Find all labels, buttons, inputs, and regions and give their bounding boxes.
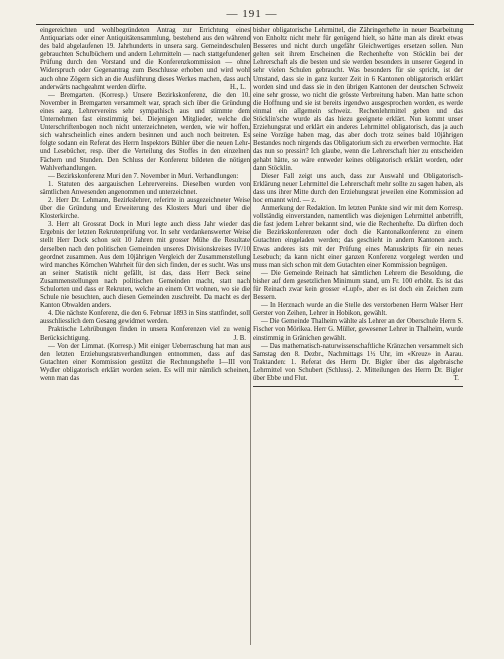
left-column xyxy=(40,27,250,649)
paragraph-text: — In Herznach wurde an die Stelle des verstorbenen Herrn Walser Herr Gerster von Zeihen, Lehrer in Hobikon, gewählt. xyxy=(253,302,463,318)
article-paragraph xyxy=(40,310,250,326)
page-number: — 191 — xyxy=(226,8,278,20)
article-paragraph xyxy=(40,27,250,92)
closing-rule xyxy=(253,386,463,387)
paragraph-text: — Das mathematisch-naturwissenschaftliche Kränzchen versammelt sich Samstag den 8. Dezbr., Nachmittags 1½ Uhr, im «Kreuz» in Aarau. Traktanden: 1. Referat des Herrn Dr. Bigler über das algebraische Lehrmittel von Schubert (Schluss). 2. Mitteilungen des Herrn Dr. Bigler über Ebbe und Flut. xyxy=(253,342,463,383)
article-paragraph xyxy=(40,92,250,173)
article-paragraph xyxy=(253,302,463,318)
article-paragraph xyxy=(40,221,250,310)
paragraph-text: — Von der Limmat. (Korresp.) Mit einiger Ueberraschung hat man aus den letzten Erziehungsratsverhandlungen entnommen, dass auf das Gutachten einer Kommission gestützt die Rechnungshefte I—III von Wydler obligatorisch erklärt worden seien. Es will mir nämlich scheinen, wenn man das xyxy=(40,342,250,383)
paragraph-text: — Die Gemeinde Thalheim wählte als Lehrer an der Oberschule Herrn S. Fischer von Mörikea. Herr G. Müller, gewesener Lehrer in Thalheim, wurde einstimmig in Gränichen gewählt. xyxy=(253,318,463,342)
column-divider xyxy=(250,27,251,645)
paragraph-text: — Die Gemeinde Reinach hat sämtlichen Lehrern die Besoldung, die bisher auf dem gesetzlichen Minimum stand, um Fr. 100 erhöht. Es ist das für Reinach zwar kein grosser «Lupf», aber es ist doch ein Zeichen zum Bessern. xyxy=(253,269,463,302)
paragraph-text: Anmerkung der Redaktion. Im letzten Punkte sind wir mit dem Korresp. vollständig einverstanden, namentlich was diejenigen Lehrmittel anbetrifft, die fast jedem Lehrer bekannt sind, wie die Rechenhefte. Da dürften doch die Bezirkskonferenzen oder doch die Kantonalkonferenz zu einem Gutachten eingeladen werden; das geschieht in andern Kantonen auch. Etwas anderes ists mit der Prüfung eines Manuskripts für ein neues Lesebuch; da kann nicht einer ganzen Konferenz vorgelegt werden und muss man sich schon mit dem Gutachten einer Kommission begnügen. xyxy=(253,205,463,269)
article-paragraph xyxy=(40,197,250,221)
paragraph-text: 4. Die nächste Konferenz, die den 6. Februar 1893 in Sins stattfindet, soll ausschliesslich dem Gesang gewidmet werden. xyxy=(40,310,250,326)
article-paragraph xyxy=(40,173,250,181)
paragraph-text: 3. Herr alt Grossrat Dock in Muri legte auch diess Jahr wieder das Ergebnis der letzten Rekrutenprüfung vor. In sehr verdankenswerter Weise stellt Herr Dock schon seit 10 Jahren mit grosser Mühe die Resultate derselben nach den politischen Gemeinden unseres Divisionskreises IV/10 geordnet zusammen. Aus dem 10jährigen Vergleich der Zusammenstellung wird manches Körnchen Wahrheit für den sich finden, der es sucht. Was uns an seiner Statistik nicht gefällt, ist das, dass Herr Beck seine Zusammenstellungen nach politischen Gemeinden macht, statt nach Schulorten und dass er Rekruten, welche an einem Ort wohnen, wo sie die Schule nie besuchten, auch diesen Gemeinden zuschreibt. Da macht es der Kanton Obwalden anders. xyxy=(40,221,250,310)
author-signature: T. xyxy=(453,375,459,383)
article-paragraph xyxy=(253,270,463,302)
article-paragraph xyxy=(253,27,463,173)
right-column xyxy=(253,27,463,649)
author-signature: H., L. xyxy=(230,83,246,91)
paragraph-text: Dieser Fall zeigt uns auch, dass zur Auswahl und Obligatorisch-Erklärung neuer Lehrmittel die Lehrerschaft mehr sollte zu sagen haben, als dass uns ihrer Mitte durch den Erziehungsrat jeweilen eine Kommission ad hoc ernannt wird. — z. xyxy=(253,172,463,204)
paragraph-text: — Bezirkskonferenz Muri den 7. November in Muri. Verhandlungen: xyxy=(48,172,239,180)
author-signature: J. B. xyxy=(233,334,246,342)
article-paragraph xyxy=(40,343,250,383)
paragraph-text: — Bremgarten. (Korresp.) Unsere Bezirkskonferenz, die den 10. November in Bremgarten versammelt war, sprach sich über die Gründung eines aarg. Lehrervereins sehr sympathisch aus und stimmte dem Unternehmen fast einstimmig bei. Diejenigen Mitglieder, welche die Unterschriftenbogen noch nicht unterzeichneten, werden, wie wir hoffen, sich wahrscheinlich eines andern besinnen und auch noch beitreten. Es folgte sodann ein Referat des Herrn Inspektors Bühler über die neuen Lehr- und Lesebücher, resp. über die Verteilung des Stoffes in den einzelnen Fächern und Stunden. Den Schluss der Konferenz bildeten die nötigen Wahlverhandlungen. xyxy=(40,91,250,172)
paragraph-text: Praktische Lehrübungen finden in unsera Konferenzen viel zu wenig Berücksichtigung. xyxy=(40,326,250,342)
article-paragraph xyxy=(253,318,463,342)
paragraph-text: 1. Statuten des aargauischen Lehrervereins. Dieselben wurden von sämtlichen Anwesenden angenommen und unterzeichnet. xyxy=(40,180,250,196)
article-paragraph xyxy=(40,181,250,197)
article-paragraph xyxy=(253,343,463,383)
paragraph-text: eingereichten und wohlbegründeten Antrag zur Errichtung eines Antiquariats oder einer Antiquitätensammlung, bestehend aus den während des bald abgelaufenen 19. Jahrhunderts in unsera sarg. Gemeindeschulen gebrauchten Schulbüchern und andern Lehrmitteln — nach stattgefundener Prüfung durch den Vorstand und die Konferenzkommission — ohne Widerspruch oder Gegenantrag zum Beschlusse erhoben und wird wohl auch ohne Zögern sich an die Ausführung dieses Werkes machen, dass auch anderwärts nachgeahmt werden dürfte. xyxy=(40,27,250,91)
article-paragraph xyxy=(253,173,463,205)
paragraph-text: bisher obligatorische Lehrmittel, die Zähringerhefte in neuer Bearbeitung von Enholtz nicht mehr für genügend hielt, so hätte man als direkt etwas Besseres und nicht durch ungefähr Gleichwertiges ersetzen sollen. Nun gelten seit ihrem Erscheinen die Rechenhefte von Stöcklin bei der Lehrerschaft als die besten und sie werden besonders in unserer Gegend in sehr vielen Schulen gebraucht. Was besonders für sie spricht, ist der Umstand, dass sie in ganz kurzer Zeit in 6 Kantonen obligatorisch erklärt worden sind und dass sie in den übrigen Kantonen der deutschen Schweiz eine sehr grosse, wo nicht die grösste Verbreitung haben. Man hatte schon die Hoffnung und sie ist bereits irgendwo ausgesprochen worden, es werde einmal ein allgemein schweiz. Rechenlehrmittel geben und das Stöcklin'sche wurde als das hiezu geeignete erklärt. Nun kommt unser Erziehungsrat und erklärt ein anderes Lehrmittel obligatorisch, das ja auch seine Vorzüge haben mag, das aber doch trotz seines bald 10jährigen Bestandes noch nirgends das Obligatorium sich zu erwerben vermochte. Hat das nun so pressirt? Ich glaube, wenn die Lehrerschaft hier zu entscheiden gehabt hätte, so wäre entweder keines obligatorisch erklärt worden, oder dann Stöcklin. xyxy=(253,27,463,172)
header-rule xyxy=(36,24,474,25)
article-paragraph xyxy=(40,326,250,342)
article-paragraph xyxy=(253,205,463,270)
paragraph-text: 2. Herr Dr. Lehmann, Bezirkslehrer, referirte in ausgezeichneter Weise über die Gründung und Erweiterung des Klosters Muri und über die Klosterkirche. xyxy=(40,196,250,221)
